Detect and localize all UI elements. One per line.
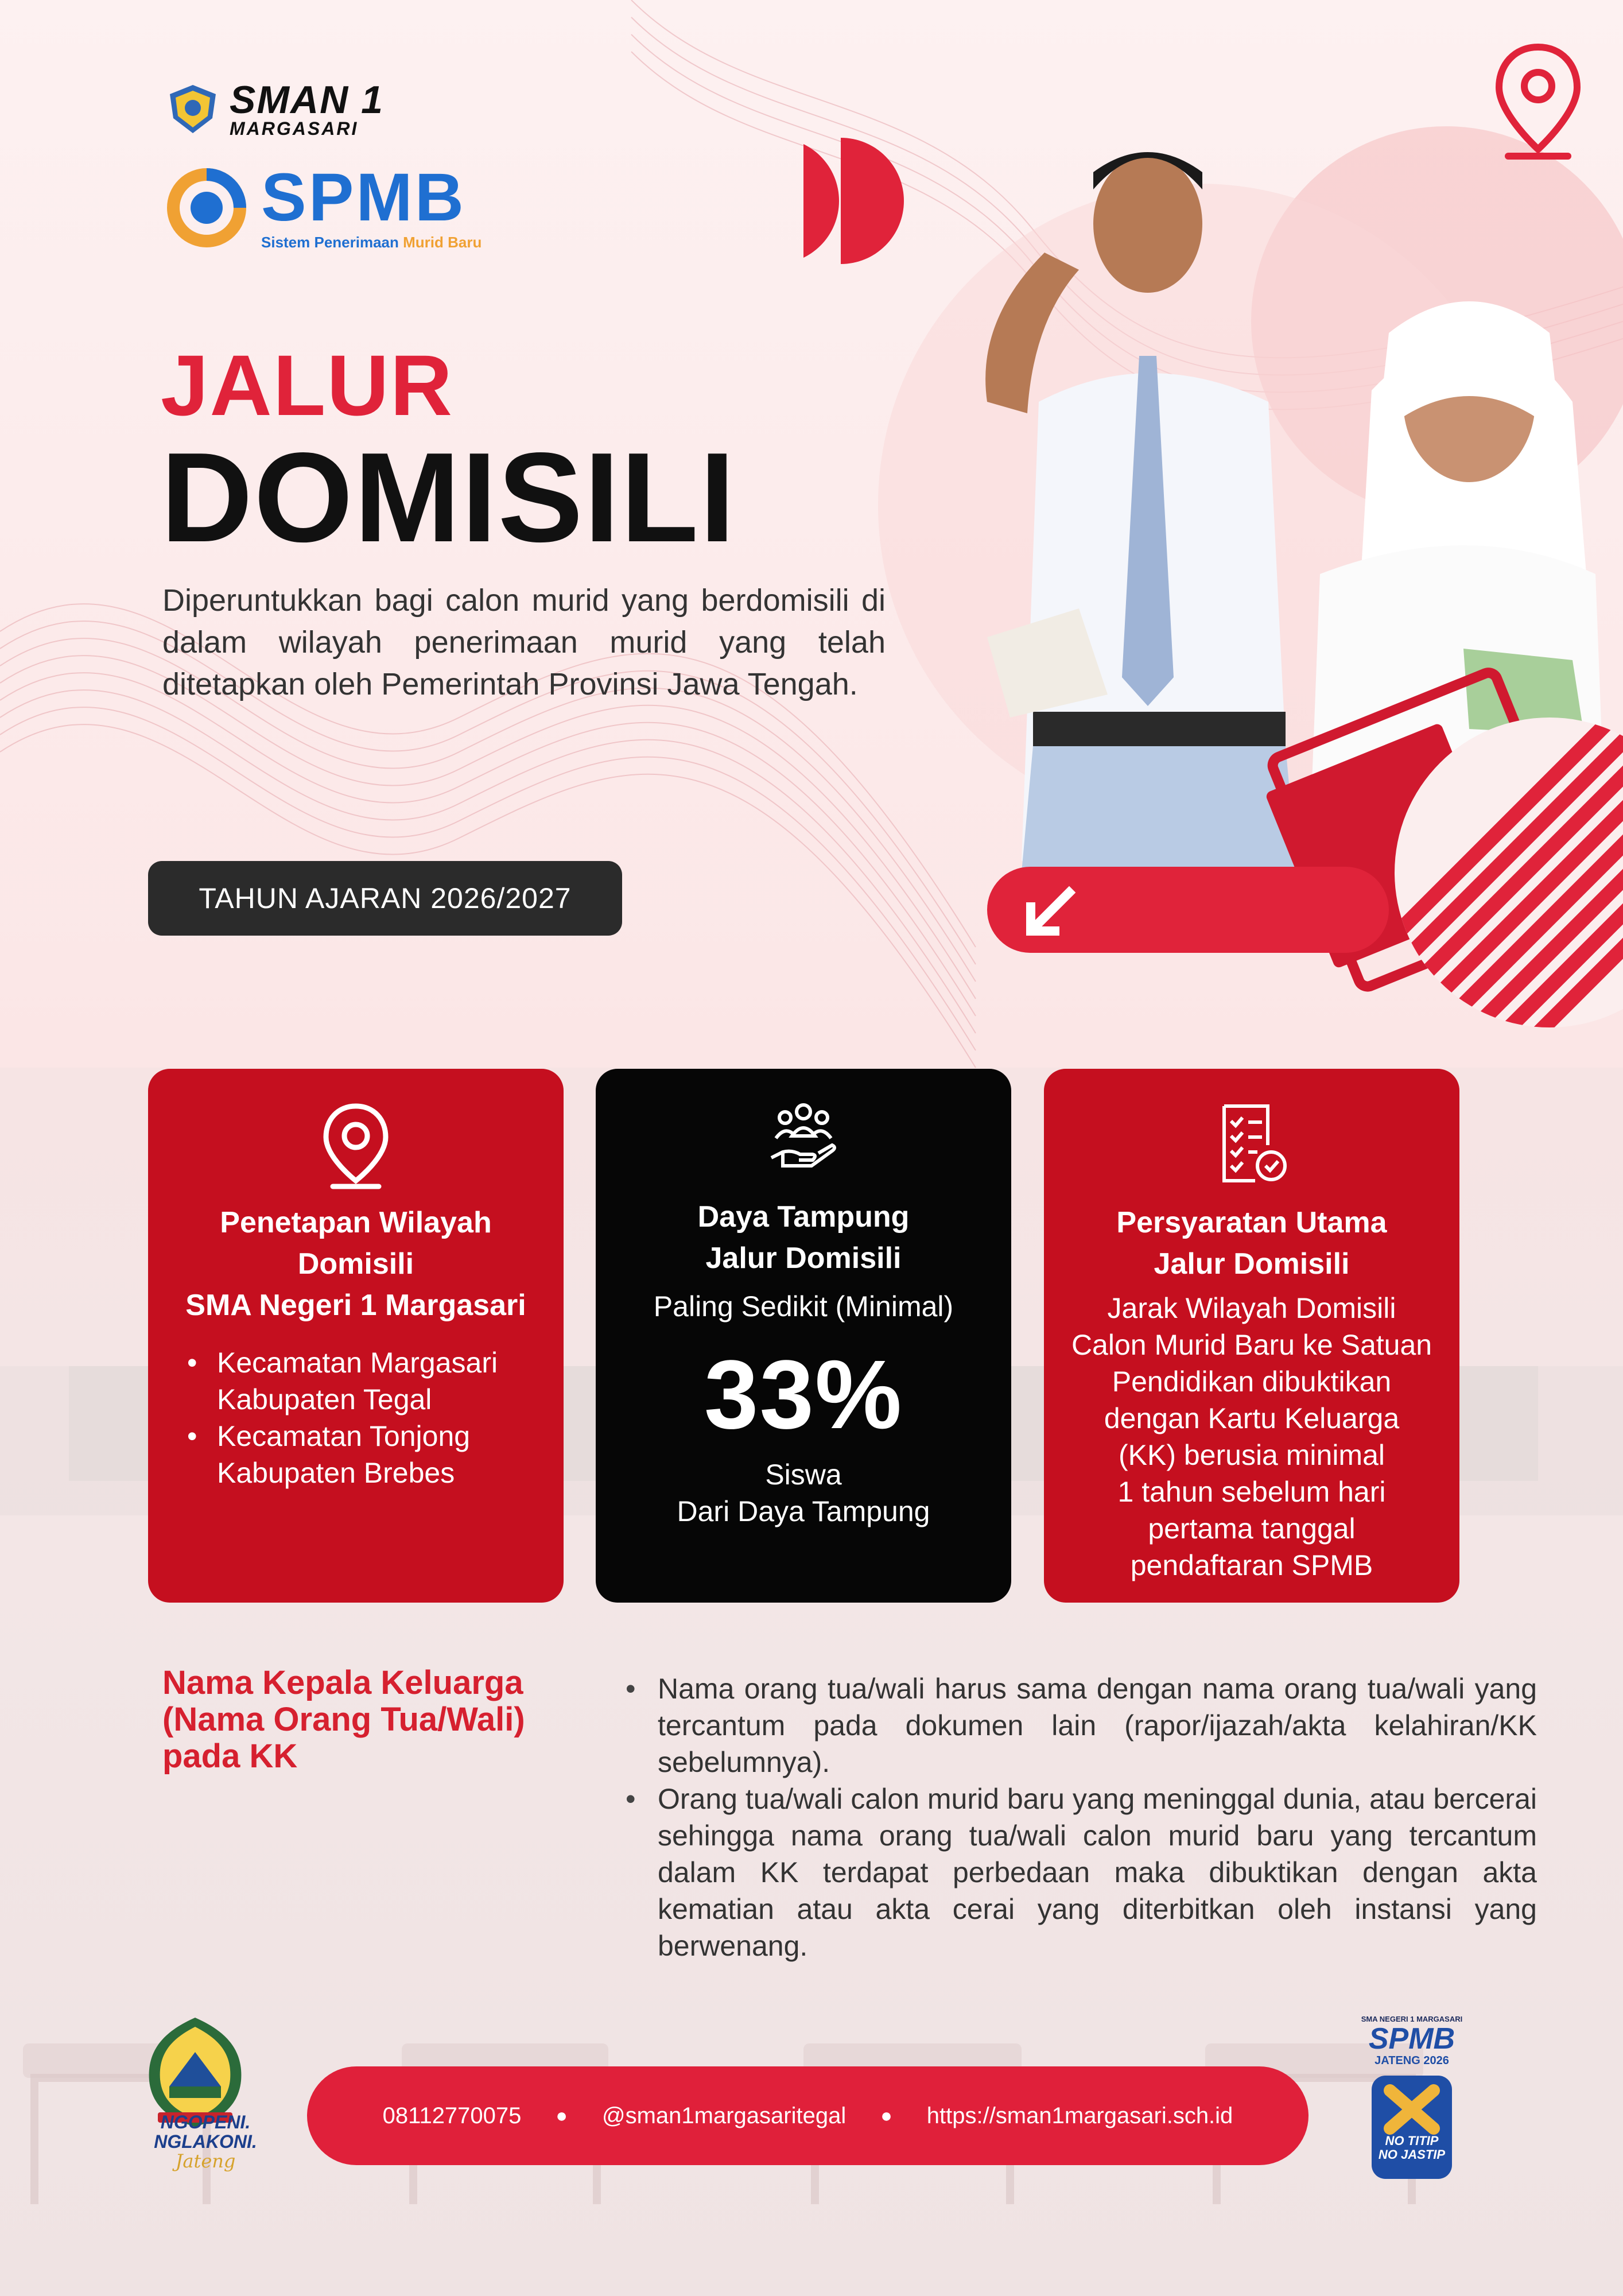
quota-percentage: 33% <box>704 1340 903 1449</box>
requirement-line: (KK) berusia minimal <box>1118 1439 1385 1471</box>
academic-year-badge: TAHUN AJARAN 2026/2027 <box>148 861 622 936</box>
intro-paragraph: Diperuntukkan bagi calon murid yang berdomisili di dalam wilayah penerimaan murid yang telah ditetapkan oleh Pemerintah Provinsi Jawa Tengah. <box>162 583 886 701</box>
list-item-line: • Kecamatan Margasari <box>217 1347 498 1379</box>
list-item <box>183 1344 541 1418</box>
arrow-down-left-icon <box>1020 884 1078 941</box>
requirement-line: dengan Kartu Keluarga <box>1104 1402 1400 1434</box>
card-title-line: Domisili <box>297 1247 414 1281</box>
quota-caption <box>596 1456 1011 1530</box>
document-checklist-icon <box>1212 1100 1292 1192</box>
school-name-line1: SMAN 1 <box>230 78 384 122</box>
card-title-line: Daya Tampung <box>697 1200 910 1234</box>
card-title <box>1055 1202 1448 1285</box>
separator-dot: ● <box>556 2104 568 2127</box>
kk-rules-list <box>624 1670 1537 1964</box>
people-hand-icon <box>763 1095 844 1186</box>
badge-school-name: SMA NEGERI 1 MARGASARI <box>1361 2015 1463 2023</box>
card-title <box>607 1196 1000 1279</box>
requirement-line: pertama tanggal <box>1148 1512 1356 1545</box>
requirement-line: 1 tahun sebelum hari <box>1117 1476 1386 1508</box>
no-jastip-badge <box>1369 2073 1454 2181</box>
separator-dot: ● <box>880 2104 892 2127</box>
website-link[interactable]: https://sman1margasari.sch.id <box>926 2103 1233 2128</box>
location-pin-icon <box>1492 40 1584 172</box>
quota-caption-line: Dari Daya Tampung <box>677 1495 930 1527</box>
jateng-slogan-line: NGLAKONI. <box>154 2131 257 2152</box>
card-daya-tampung <box>596 1069 1011 1603</box>
badge-title: SPMB <box>1368 2022 1455 2055</box>
title-domisili: DOMISILI <box>161 426 736 569</box>
kk-title-line: Nama Kepala Keluarga <box>162 1664 523 1701</box>
spmb-subtitle <box>261 234 482 251</box>
list-item <box>183 1418 541 1491</box>
kk-section-title <box>162 1665 581 1775</box>
minimum-label: Paling Sedikit (Minimal) <box>653 1290 954 1322</box>
spmb-title: SPMB <box>261 160 466 235</box>
spmb-subtitle-part2: Murid Baru <box>403 234 482 251</box>
card-penetapan-wilayah <box>148 1069 564 1603</box>
card-title-line: Jalur Domisili <box>1154 1247 1350 1281</box>
area-list <box>183 1344 541 1491</box>
requirement-line: Calon Murid Baru ke Satuan <box>1071 1329 1432 1361</box>
contact-footer-bar <box>307 2066 1309 2165</box>
no-jastip-text <box>1369 2134 1454 2162</box>
jateng-slogan-line: NGOPENI. <box>160 2112 251 2132</box>
no-jastip-line: NO JASTIP <box>1378 2147 1446 2162</box>
jateng-slogan <box>148 2112 263 2171</box>
list-item-line: • Kecamatan Tonjong <box>217 1420 471 1452</box>
card-title-line: Jalur Domisili <box>705 1242 902 1275</box>
card-title <box>160 1202 552 1326</box>
list-item: • Nama orang tua/wali harus sama dengan nama orang tua/wali yang tercantum pada dokumen lain (rapor/ijazah/akta kelahiran/KK sebelumnya). <box>624 1670 1537 1781</box>
jateng-slogan-script: Jateng <box>175 2150 236 2172</box>
title-jalur: JALUR <box>161 337 454 433</box>
school-name-line2: MARGASARI <box>230 118 359 139</box>
spmb-ring-icon <box>164 165 250 251</box>
school-logo <box>166 80 384 138</box>
badge-subtitle: JATENG 2026 <box>1374 2054 1449 2067</box>
card-title-line: SMA Negeri 1 Margasari <box>185 1289 526 1322</box>
spmb-jateng-badge <box>1334 2015 1489 2068</box>
school-emblem-icon <box>166 83 219 135</box>
requirement-text <box>1061 1290 1442 1584</box>
spmb-subtitle-part1: Sistem Penerimaan <box>261 234 403 251</box>
list-item: • Orang tua/wali calon murid baru yang meninggal dunia, atau bercerai sehingga nama orang tua/wali calon murid baru yang tercantum dalam KK terdapat perbedaan maka dibuktikan dengan akta kematian atau akta cerai yang diterbitkan oleh instansi yang berwenang. <box>624 1781 1537 1964</box>
location-pin-icon <box>316 1100 396 1192</box>
requirement-line: Pendidikan dibuktikan <box>1112 1366 1392 1398</box>
card-persyaratan-utama <box>1044 1069 1459 1603</box>
phone-number[interactable]: 08112770075 <box>382 2103 522 2128</box>
spmb-logo <box>164 160 482 251</box>
requirement-line: pendaftaran SPMB <box>1130 1549 1373 1581</box>
card-title-line: Penetapan Wilayah <box>220 1206 492 1239</box>
list-item-line: Kabupaten Brebes <box>217 1457 455 1489</box>
list-item-line: Kabupaten Tegal <box>217 1383 432 1415</box>
no-jastip-line: NO TITIP <box>1385 2134 1439 2148</box>
instagram-handle[interactable]: @sman1margasaritegal <box>601 2103 847 2128</box>
kk-title-line: (Nama Orang Tua/Wali) <box>162 1701 525 1738</box>
requirement-line: Jarak Wilayah Domisili <box>1107 1292 1396 1324</box>
jateng-province-emblem <box>135 2012 255 2201</box>
kk-title-line: pada KK <box>162 1737 298 1775</box>
card-title-line: Persyaratan Utama <box>1116 1206 1387 1239</box>
quota-caption-line: Siswa <box>765 1459 842 1491</box>
